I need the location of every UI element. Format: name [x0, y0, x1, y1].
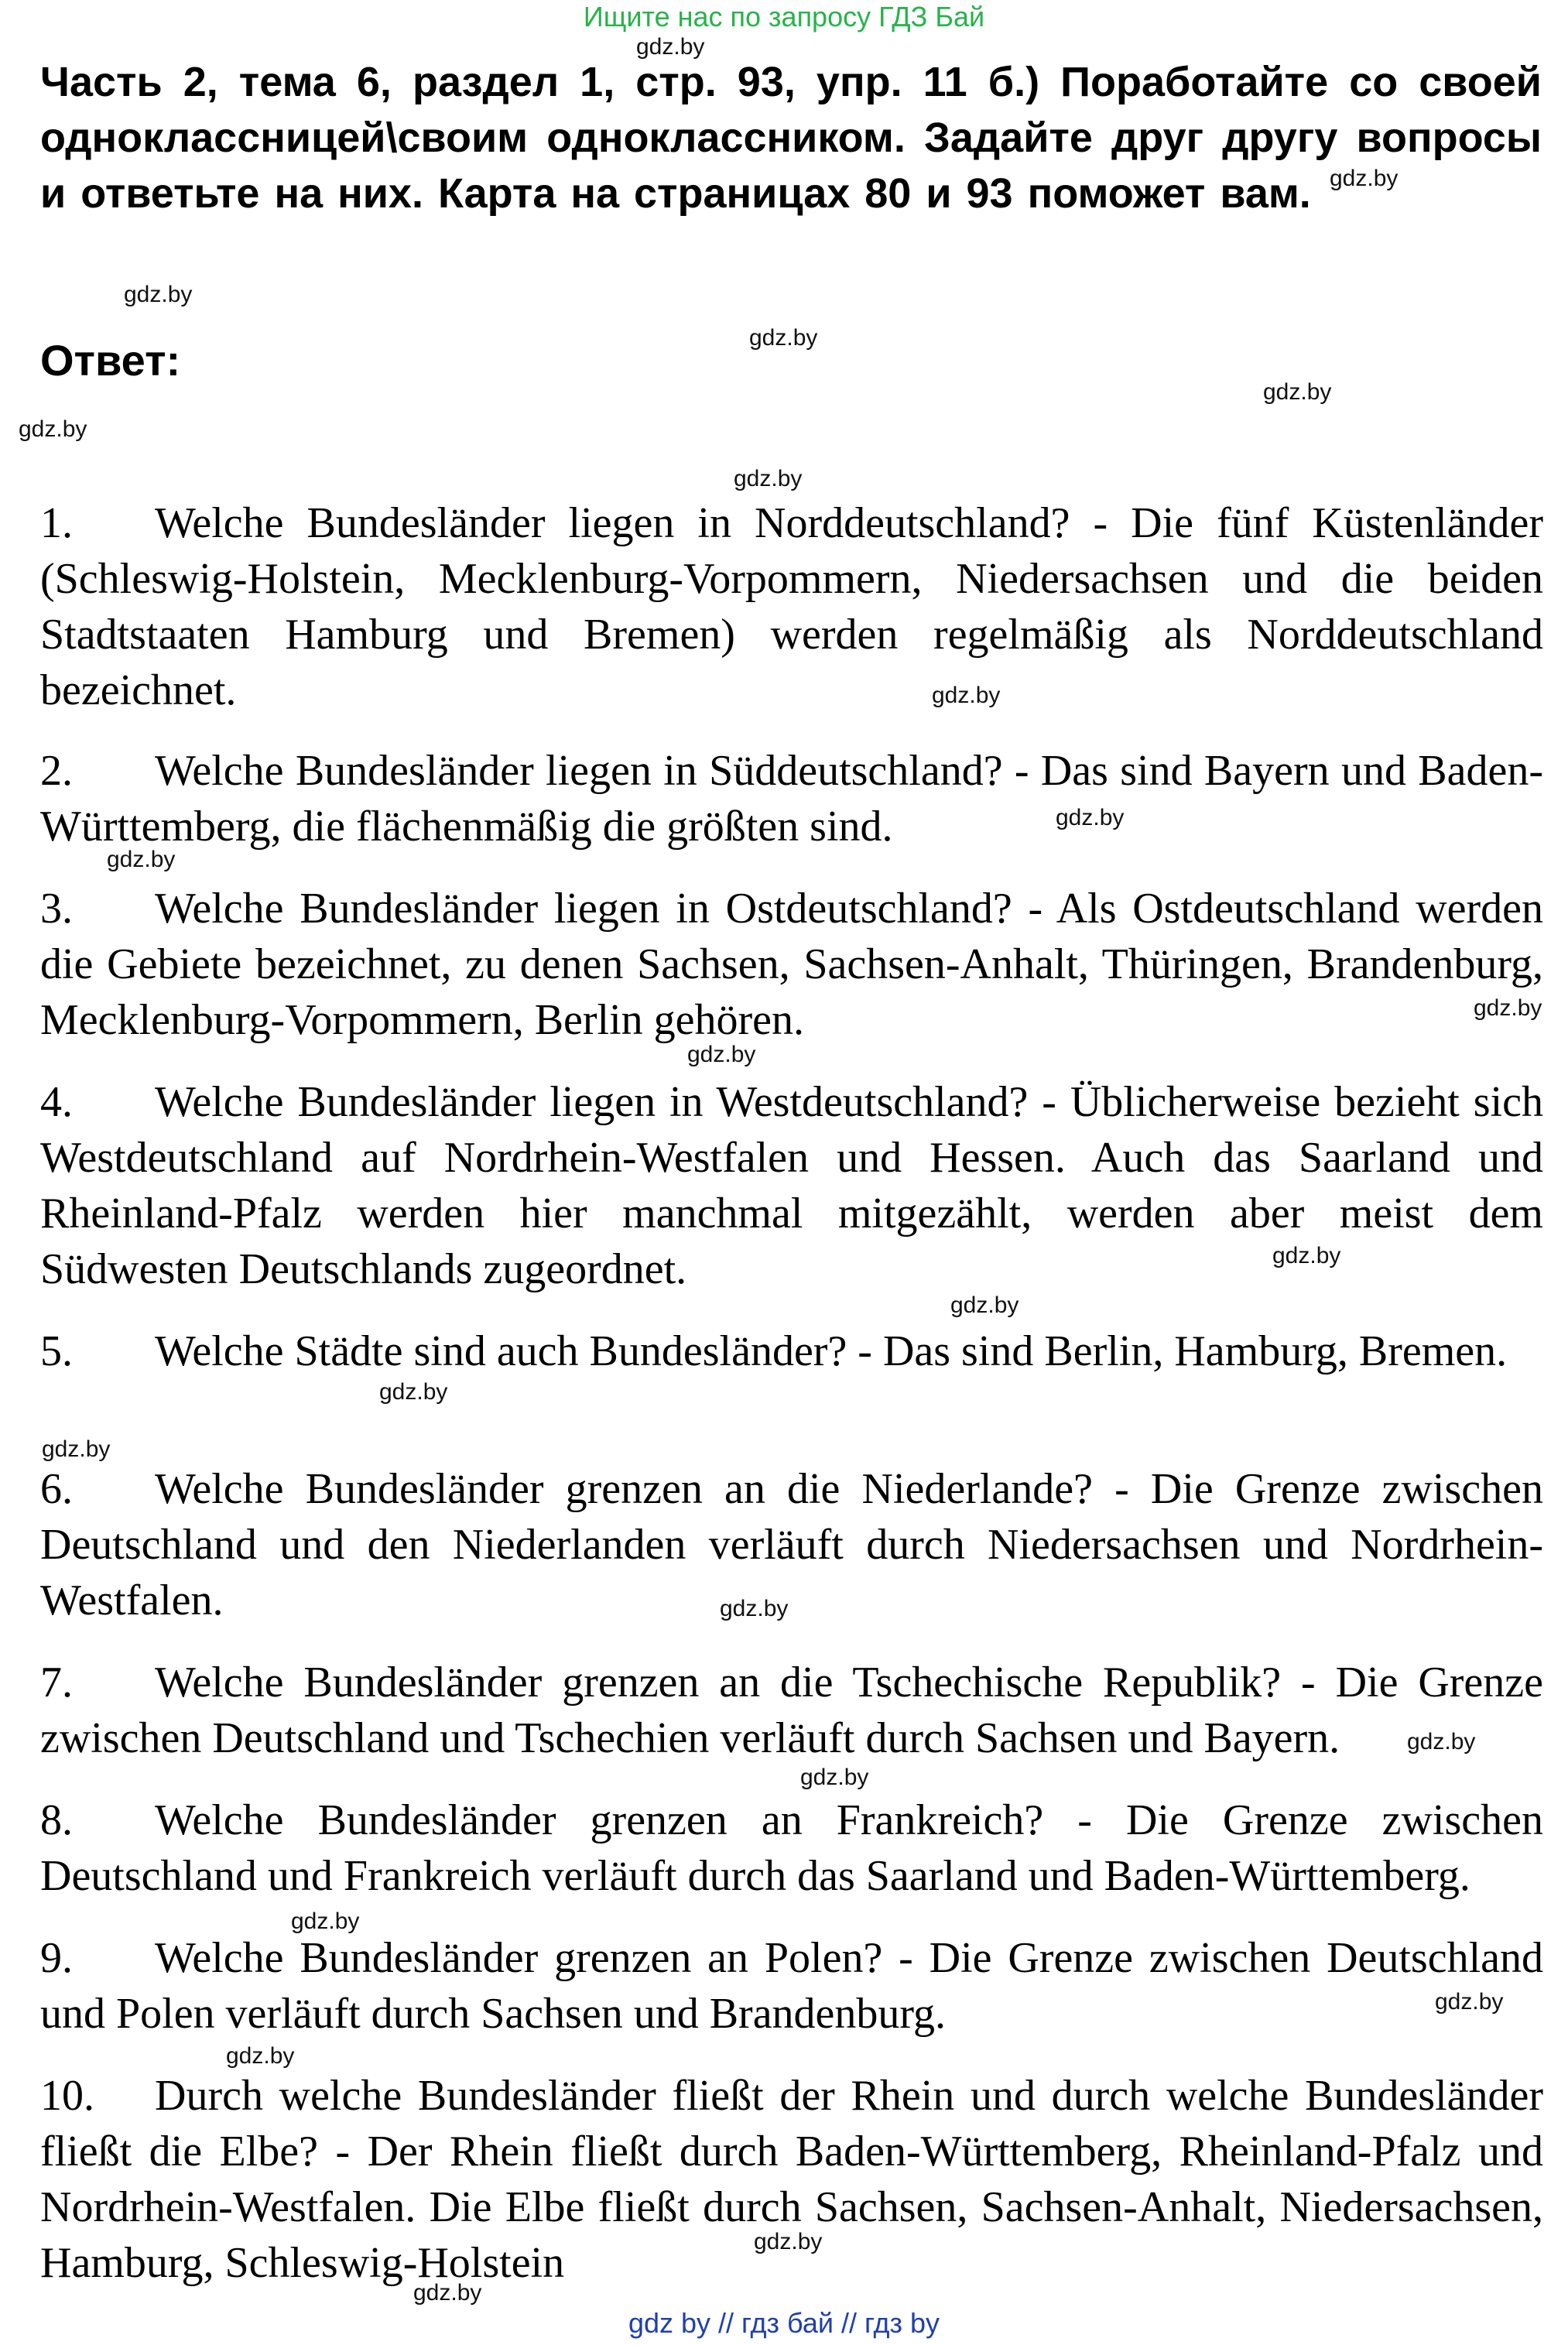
watermark: gdz.by	[754, 2229, 823, 2254]
qa-item-8	[40, 1792, 1543, 1904]
watermark: gdz.by	[1407, 1729, 1476, 1754]
item-number: 3.	[40, 885, 73, 933]
item-text: Welche Bundesländer liegen in Süddeutschland? - Das sind Bayern und Baden-Württemberg, die flächenmäßig die größten sind.	[40, 747, 1543, 851]
item-text: Welche Bundesländer grenzen an die Niederlande? - Die Grenze zwischen Deutschland und den Niederlanden verläuft durch Niedersachsen und Nordrhein-Westfalen.	[40, 1465, 1543, 1624]
item-number: 7.	[40, 1659, 73, 1707]
watermark: gdz.by	[1056, 805, 1125, 830]
watermark: gdz.by	[687, 1042, 756, 1067]
watermark: gdz.by	[42, 1436, 111, 1462]
watermark: gdz.by	[1263, 379, 1332, 405]
item-number: 6.	[40, 1465, 73, 1513]
qa-item-10	[40, 2068, 1543, 2291]
qa-item-7	[40, 1655, 1543, 1766]
watermark: gdz.by	[1330, 166, 1399, 191]
watermark: gdz.by	[636, 34, 705, 60]
qa-item-1	[40, 495, 1543, 718]
item-number: 9.	[40, 1934, 73, 1982]
footer-links[interactable]: gdz by // гдз бай // гдз by	[628, 2307, 940, 2339]
watermark: gdz.by	[124, 282, 193, 307]
item-number: 4.	[40, 1078, 73, 1126]
watermark: gdz.by	[734, 466, 803, 491]
watermark: gdz.by	[226, 2043, 295, 2069]
watermark: gdz.by	[291, 1909, 360, 1934]
item-text: Welche Bundesländer grenzen an Frankreich? - Die Grenze zwischen Deutschland und Frankreich verläuft durch das Saarland und Baden-Württemberg.	[40, 1796, 1543, 1900]
item-text: Welche Bundesländer liegen in Ostdeutschland? - Als Ostdeutschland werden die Gebiete bezeichnet, zu denen Sachsen, Sachsen-Anhalt, Thüringen, Brandenburg, Mecklenburg-Vorpommern, Berlin gehören.	[40, 885, 1543, 1044]
item-number: 2.	[40, 747, 73, 795]
qa-item-2	[40, 743, 1543, 854]
item-text: Welche Städte sind auch Bundesländer? - Das sind Berlin, Hamburg, Bremen.	[155, 1327, 1508, 1375]
item-number: 1.	[40, 499, 73, 547]
watermark: gdz.by	[950, 1292, 1019, 1318]
top-banner[interactable]: Ищите нас по запросу ГДЗ Бай	[583, 1, 985, 33]
item-text: Welche Bundesländer grenzen an die Tschechische Republik? - Die Grenze zwischen Deutschland und Tschechien verläuft durch Sachsen und Bayern.	[40, 1659, 1543, 1762]
watermark: gdz.by	[800, 1765, 869, 1790]
item-number: 8.	[40, 1796, 73, 1844]
watermark: gdz.by	[1474, 995, 1542, 1021]
watermark: gdz.by	[107, 847, 176, 872]
item-text: Welche Bundesländer liegen in Westdeutschland? - Üblicherweise bezieht sich Westdeutschland auf Nordrhein-Westfalen und Hessen. Auch das Saarland und Rheinland-Pfalz werden hier manchmal mitgezählt, werden aber meist dem Südwesten Deutschlands zugeordnet.	[40, 1078, 1543, 1293]
watermark: gdz.by	[19, 416, 87, 442]
watermark: gdz.by	[720, 1596, 789, 1621]
watermark: gdz.by	[1435, 1989, 1504, 2015]
item-number: 5.	[40, 1327, 73, 1375]
watermark: gdz.by	[413, 2280, 482, 2306]
item-text: Durch welche Bundesländer fließt der Rhein und durch welche Bundesländer fließt die Elbe? - Der Rhein fließt durch Baden-Württemberg, Rheinland-Pfalz und Nordrhein-Westfalen. Die Elbe fließt durch Sachsen, Sachsen-Anhalt, Niedersachsen, Hamburg, Schleswig-Holstein	[40, 2072, 1543, 2287]
qa-item-6	[40, 1461, 1543, 1628]
watermark: gdz.by	[749, 325, 818, 351]
watermark: gdz.by	[379, 1379, 448, 1405]
watermark: gdz.by	[932, 683, 1001, 708]
qa-item-5	[40, 1323, 1543, 1379]
task-heading: Часть 2, тема 6, раздел 1, стр. 93, упр. 11 б.) Поработайте со своей одноклассницей\своим одноклассником. Задайте друг другу вопросы и ответьте на них. Карта на страницах 80 и 93 поможет вам.	[40, 59, 1542, 217]
watermark: gdz.by	[1272, 1243, 1341, 1268]
item-text: Welche Bundesländer liegen in Norddeutschland? - Die fünf Küstenländer (Schleswig-Holstein, Mecklenburg-Vorpommern, Niedersachsen und die beiden Stadtstaaten Hamburg und Bremen) werden regelmäßig als Norddeutschland bezeichnet.	[40, 499, 1543, 714]
qa-item-9	[40, 1930, 1543, 2042]
item-number: 10.	[40, 2072, 94, 2120]
answer-label: Ответ:	[40, 336, 181, 385]
item-text: Welche Bundesländer grenzen an Polen? - Die Grenze zwischen Deutschland und Polen verläuft durch Sachsen und Brandenburg.	[40, 1934, 1543, 2038]
qa-item-3	[40, 881, 1543, 1048]
